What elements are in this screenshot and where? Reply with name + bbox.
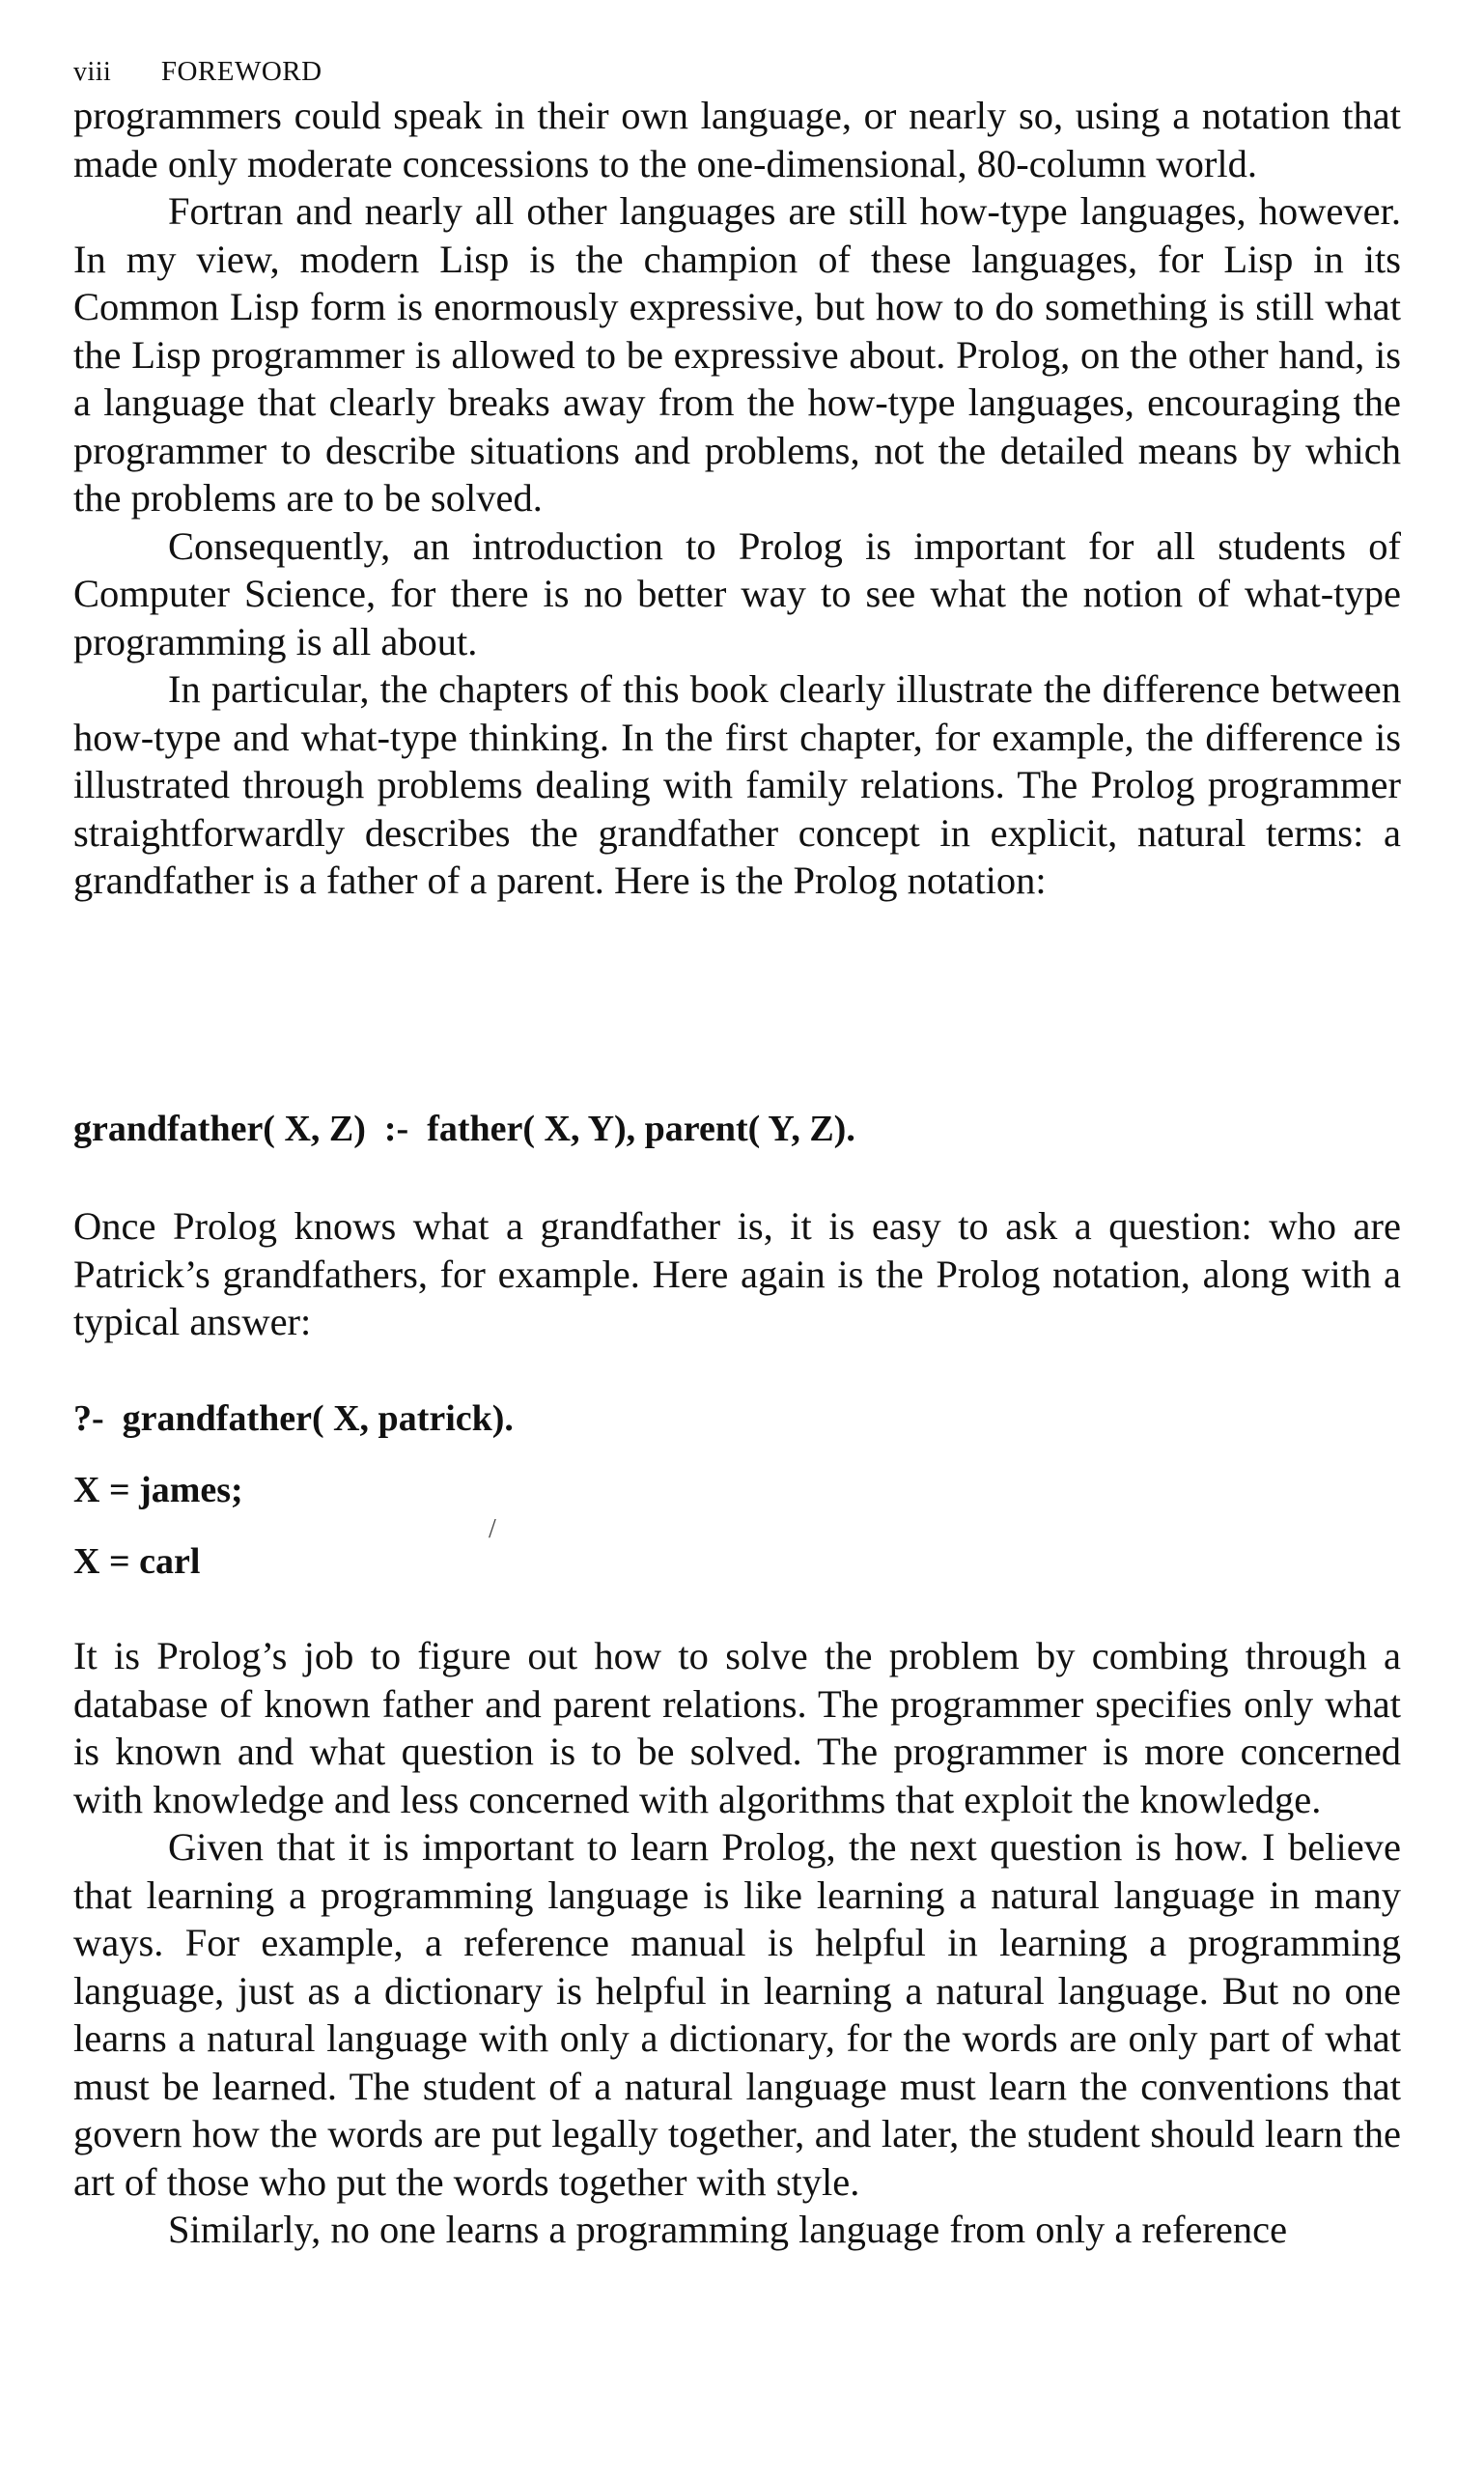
running-title: FOREWORD bbox=[160, 56, 322, 87]
paragraph-similarly: Similarly, no one learns a programming language from only a reference bbox=[168, 2208, 1288, 2251]
text-block-top bbox=[73, 92, 1401, 905]
page-number: viii bbox=[73, 57, 112, 87]
code-grandfather-rule: grandfather( X, Z) :- father( X, Y), parent( Y, Z). bbox=[73, 1109, 855, 1149]
code-answer-james: X = james; bbox=[73, 1470, 243, 1510]
text-block-middle bbox=[73, 1202, 1401, 1346]
paragraph-once-prolog: Once Prolog knows what a grandfather is, it is easy to ask a question: who are Patrick’s grandfathers, for example. Here again is the Prolog notation, along with a typical answer: bbox=[73, 1204, 1401, 1343]
paragraph-consequently: Consequently, an introduction to Prolog is important for all students of Computer Science, for there is no better way to see what the notion of what-type programming is all about. bbox=[73, 523, 1401, 663]
text-block-bottom bbox=[73, 1632, 1401, 2254]
code-answer-carl: X = carl bbox=[73, 1541, 201, 1582]
code-query: ?- grandfather( X, patrick). bbox=[73, 1398, 514, 1439]
paragraph-fortran: Fortran and nearly all other languages are still how-type languages, however. In my view, modern Lisp is the champion of these languages, for Lisp in its Common Lisp form is enormously expressive, but how to do something is still what the Lisp programmer is allowed to be expressive about. Prolog, on the other hand, is a language that clearly breaks away from the how-type languages, encouraging the programmer to describe situations and problems, not the detailed means by which the problems are to be solved. bbox=[73, 189, 1401, 520]
stray-pen-mark: / bbox=[489, 1514, 496, 1544]
running-head bbox=[73, 56, 322, 88]
paragraph-continuation: programmers could speak in their own language, or nearly so, using a notation that made only moderate concessions to the one-dimensional, 80-column world. bbox=[73, 94, 1401, 185]
paragraph-in-particular: In particular, the chapters of this book clearly illustrate the difference between how-type and what-type thinking. In the first chapter, for example, the difference is illustrated through problems dealing with family relations. The Prolog programmer straightforwardly describes the grandfather concept in explicit, natural terms: a grandfather is a father of a parent. Here is the Prolog notation: bbox=[73, 667, 1401, 902]
paragraph-given-that: Given that it is important to learn Prolog, the next question is how. I believe that learning a programming language is like learning a natural language in many ways. For example, a reference manual is helpful in learning a programming language, just as a dictionary is helpful in learning a natural language. But no one learns a natural language with only a dictionary, for the words are only part of what must be learned. The student of a natural language must learn the conventions that govern how the words are put legally together, and later, the student should learn the art of those who put the words together with style. bbox=[73, 1825, 1401, 2204]
paragraph-prologs-job: It is Prolog’s job to figure out how to solve the problem by combing through a database of known father and parent relations. The programmer specifies only what is known and what question is to be solved. The programmer is more concerned with knowledge and less concerned with algorithms that exploit the knowledge. bbox=[73, 1634, 1401, 1821]
